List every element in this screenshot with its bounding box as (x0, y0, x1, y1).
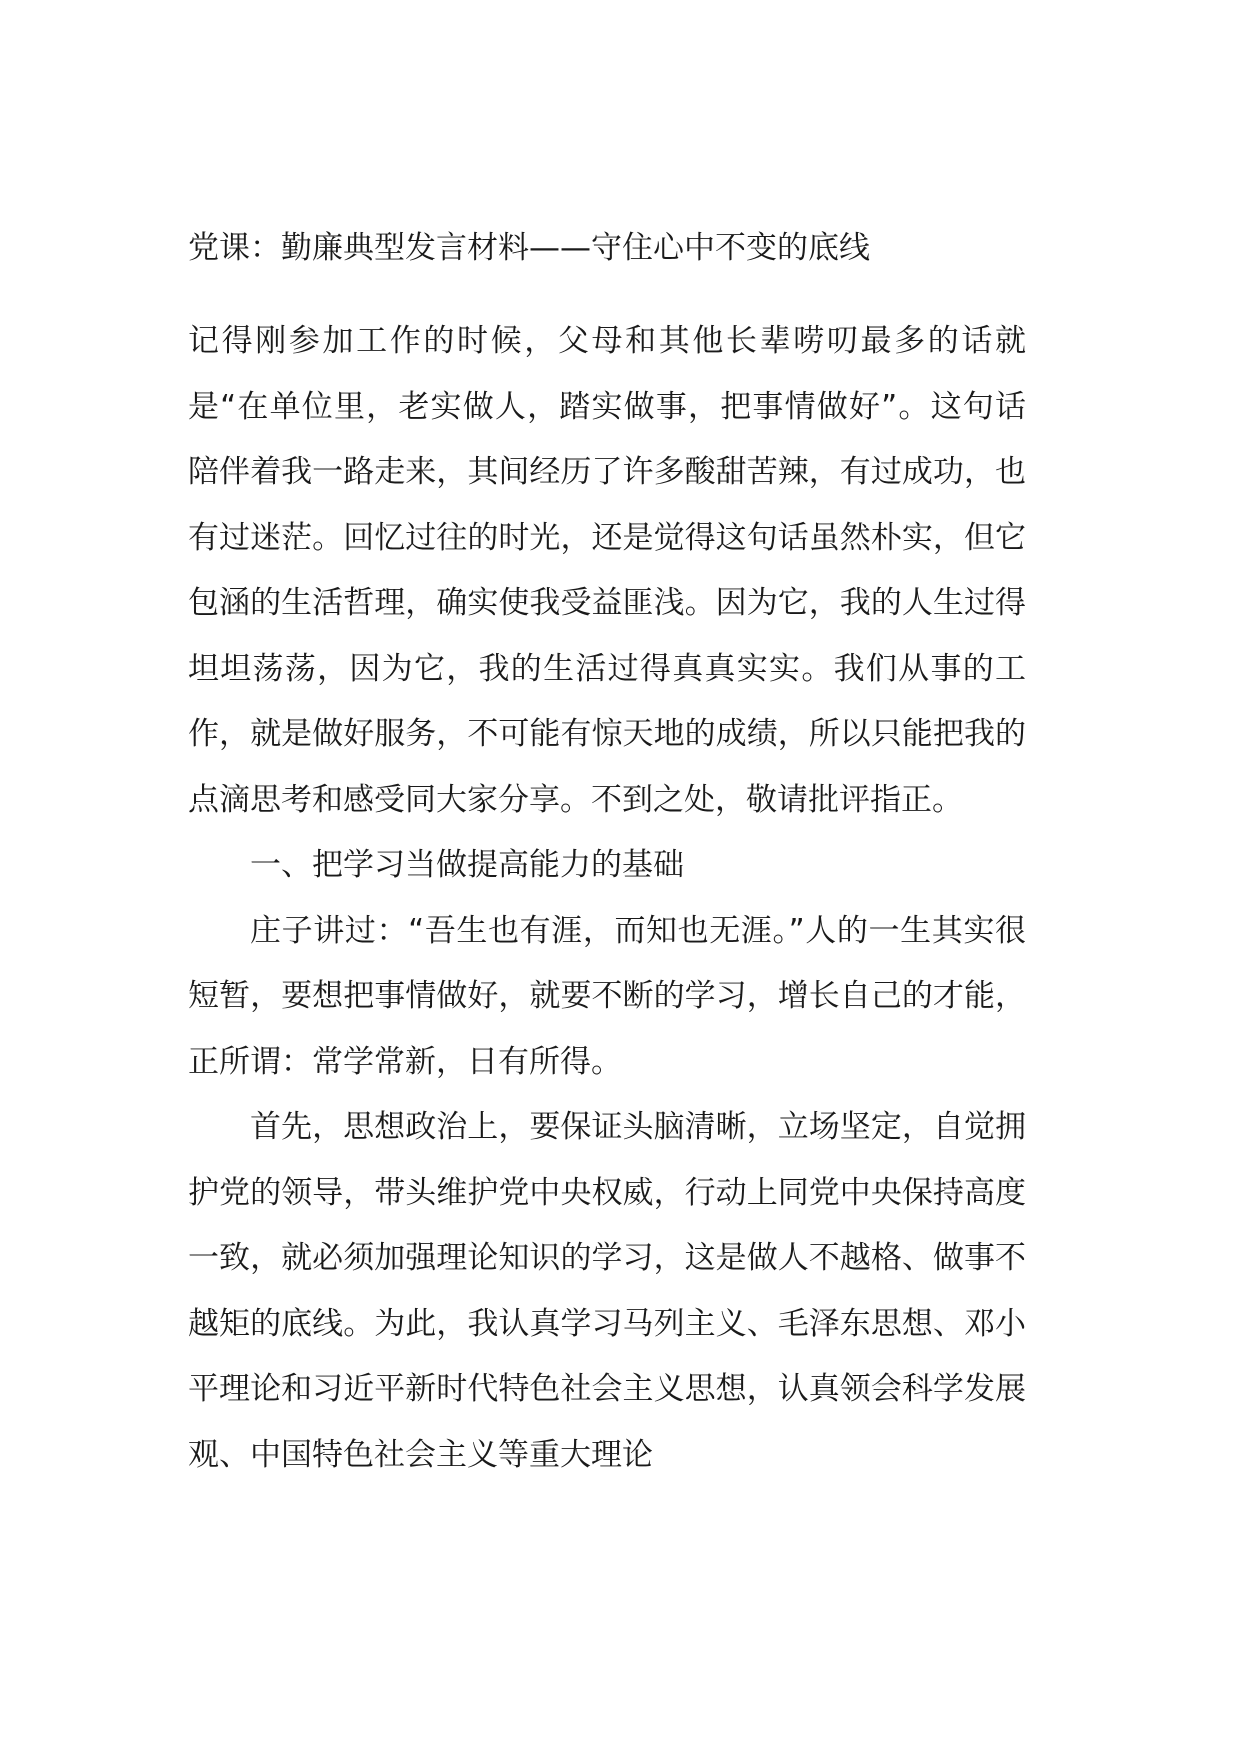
paragraph-zhuangzi-quote: 庄子讲过：“吾生也有涯，而知也无涯。”人的一生其实很短暂，要想把事情做好，就要不断的学习，增长自己的才能，正所谓：常学常新，日有所得。 (188, 912, 1026, 1080)
document-title: 党课：勤廉典型发言材料——守住心中不变的底线 (188, 230, 870, 266)
document-page (188, 218, 1026, 1488)
paragraph-political-study: 首先，思想政治上，要保证头脑清晰，立场坚定，自觉拥护党的领导，带头维护党中央权威，行动上同党中央保持高度一致，就必须加强理论知识的学习，这是做人不越格、做事不越矩的底线。为此，我认真学习马列主义、毛泽东思想、邓小平理论和习近平新时代特色社会主义思想，认真领会科学发展观、中国特色社会主义等重大理论 (188, 1109, 1026, 1473)
paragraph-intro: 记得刚参加工作的时候，父母和其他长辈唠叨最多的话就是“在单位里，老实做人，踏实做事，把事情做好”。这句话陪伴着我一路走来，其间经历了许多酸甜苦辣，有过成功，也有过迷茫。回忆过往的时光，还是觉得这句话虽然朴实，但它包涵的生活哲理，确实使我受益匪浅。因为它，我的人生过得坦坦荡荡，因为它，我的生活过得真真实实。我们从事的工作，就是做好服务，不可能有惊天地的成绩，所以只能把我的点滴思考和感受同大家分享。不到之处，敬请批评指正。 (188, 323, 1026, 818)
section-heading-1: 一、把学习当做提高能力的基础 (250, 847, 684, 883)
